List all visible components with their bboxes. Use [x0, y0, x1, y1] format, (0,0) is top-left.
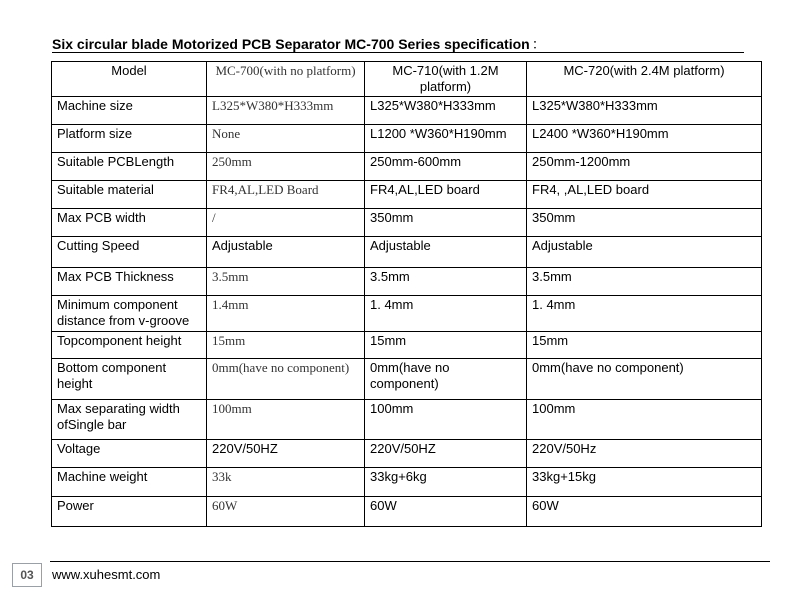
table-row [52, 440, 762, 468]
header-mc-720: MC-720(with 2.4M platform) [527, 62, 762, 97]
cell-mc-710: FR4,AL,LED board [365, 181, 527, 209]
table-row [52, 359, 762, 400]
header-mc-700: MC-700(with no platform) [207, 62, 365, 97]
cell-mc-700: 33k [207, 468, 365, 497]
table-row [52, 97, 762, 125]
cell-mc-700: L325*W380*H333mm [207, 97, 365, 125]
row-label: Power [52, 497, 207, 527]
cell-mc-700: 60W [207, 497, 365, 527]
cell-mc-710: 350mm [365, 209, 527, 237]
cell-mc-700: / [207, 209, 365, 237]
table-row [52, 400, 762, 440]
row-label: Suitable material [52, 181, 207, 209]
table-row [52, 296, 762, 332]
header-mc-710: MC-710(with 1.2M platform) [365, 62, 527, 97]
cell-mc-720: 350mm [527, 209, 762, 237]
cell-mc-700: 15mm [207, 332, 365, 359]
table-row [52, 468, 762, 497]
table-row [52, 497, 762, 527]
footer-divider [50, 561, 770, 562]
table-row [52, 332, 762, 359]
cell-mc-720: FR4, ,AL,LED board [527, 181, 762, 209]
cell-mc-720: 0mm(have no component) [527, 359, 762, 400]
cell-mc-700: 1.4mm [207, 296, 365, 332]
cell-mc-710: 0mm(have no component) [365, 359, 527, 400]
header-model: Model [52, 62, 207, 97]
row-label: Bottom component height [52, 359, 207, 400]
cell-mc-710: 15mm [365, 332, 527, 359]
cell-mc-720: 100mm [527, 400, 762, 440]
cell-mc-720: Adjustable [527, 237, 762, 268]
row-label: Max separating width ofSingle bar [52, 400, 207, 440]
cell-mc-720: 1. 4mm [527, 296, 762, 332]
table-header-row [52, 62, 762, 97]
cell-mc-710: L1200 *W360*H190mm [365, 125, 527, 153]
cell-mc-710: 250mm-600mm [365, 153, 527, 181]
cell-mc-700: 3.5mm [207, 268, 365, 296]
row-label: Machine size [52, 97, 207, 125]
cell-mc-700: 220V/50HZ [207, 440, 365, 468]
cell-mc-710: L325*W380*H333mm [365, 97, 527, 125]
cell-mc-700: Adjustable [207, 237, 365, 268]
row-label: Topcomponent height [52, 332, 207, 359]
row-label: Voltage [52, 440, 207, 468]
cell-mc-720: L325*W380*H333mm [527, 97, 762, 125]
title-colon: ： [531, 36, 546, 52]
row-label: Platform size [52, 125, 207, 153]
cell-mc-720: 250mm-1200mm [527, 153, 762, 181]
cell-mc-710: 1. 4mm [365, 296, 527, 332]
row-label: Machine weight [52, 468, 207, 497]
row-label: Max PCB Thickness [52, 268, 207, 296]
table-row [52, 209, 762, 237]
cell-mc-710: 60W [365, 497, 527, 527]
page-number: 03 [12, 563, 42, 587]
row-label: Minimum component distance from v-groove [52, 296, 207, 332]
cell-mc-710: 100mm [365, 400, 527, 440]
cell-mc-720: 220V/50Hz [527, 440, 762, 468]
table-row [52, 181, 762, 209]
website-url: www.xuhesmt.com [52, 567, 161, 582]
cell-mc-720: 3.5mm [527, 268, 762, 296]
cell-mc-720: 15mm [527, 332, 762, 359]
cell-mc-700: 100mm [207, 400, 365, 440]
table-row [52, 125, 762, 153]
title-text: Six circular blade Motorized PCB Separator MC-700 Series specification [52, 36, 530, 52]
row-label: Max PCB width [52, 209, 207, 237]
cell-mc-700: FR4,AL,LED Board [207, 181, 365, 209]
cell-mc-700: 250mm [207, 153, 365, 181]
cell-mc-710: Adjustable [365, 237, 527, 268]
cell-mc-710: 220V/50HZ [365, 440, 527, 468]
table-row [52, 237, 762, 268]
row-label: Cutting Speed [52, 237, 207, 268]
cell-mc-710: 33kg+6kg [365, 468, 527, 497]
cell-mc-710: 3.5mm [365, 268, 527, 296]
table-row [52, 153, 762, 181]
cell-mc-720: L2400 *W360*H190mm [527, 125, 762, 153]
cell-mc-700: 0mm(have no component) [207, 359, 365, 400]
document-title [52, 36, 744, 53]
table-row [52, 268, 762, 296]
specification-table [51, 61, 762, 527]
row-label: Suitable PCBLength [52, 153, 207, 181]
cell-mc-700: None [207, 125, 365, 153]
cell-mc-720: 60W [527, 497, 762, 527]
cell-mc-720: 33kg+15kg [527, 468, 762, 497]
